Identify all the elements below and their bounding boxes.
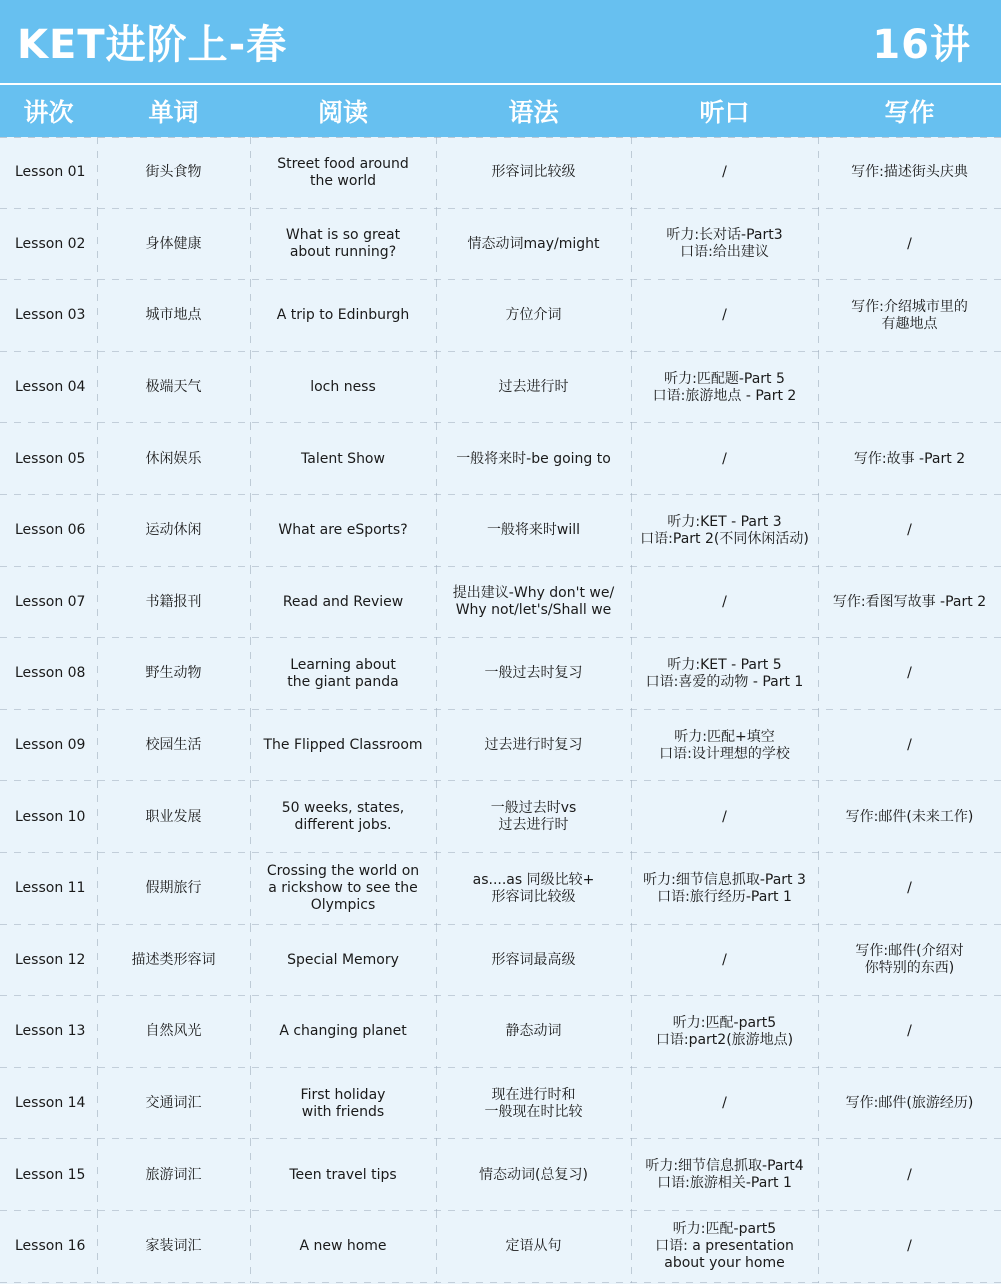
table-row xyxy=(0,567,1001,639)
listening-speaking-cell: 听力:匹配题-Part 5 口语:旅游地点 - Part 2 xyxy=(631,352,818,424)
reading-cell: A trip to Edinburgh xyxy=(250,280,436,352)
writing-cell: 写作:邮件(介绍对 你特别的东西) xyxy=(818,925,1001,997)
writing-cell: 写作:描述街头庆典 xyxy=(818,137,1001,209)
grammar-cell: 过去进行时复习 xyxy=(436,710,631,782)
reading-cell: Crossing the world on a rickshow to see the Olympics xyxy=(250,853,436,925)
writing-cell: 写作:故事 -Part 2 xyxy=(818,423,1001,495)
table-row xyxy=(0,996,1001,1068)
writing-cell: 写作:邮件(旅游经历) xyxy=(818,1068,1001,1140)
grammar-cell: 一般过去时vs 过去进行时 xyxy=(436,781,631,853)
lesson-cell: Lesson 05 xyxy=(15,450,86,467)
writing-cell xyxy=(818,352,1001,424)
writing-cell: 写作:看图写故事 -Part 2 xyxy=(818,567,1001,639)
vocabulary-cell: 书籍报刊 xyxy=(97,567,250,639)
listening-speaking-cell: 听力:KET - Part 3 口语:Part 2(不同休闲活动) xyxy=(631,495,818,567)
lesson-cell: Lesson 02 xyxy=(15,235,86,252)
grammar-cell: 提出建议-Why don't we/ Why not/let's/Shall we xyxy=(436,567,631,639)
column-header-lesson: 讲次 xyxy=(23,98,74,127)
lesson-cell: Lesson 11 xyxy=(15,880,86,897)
vocabulary-cell: 旅游词汇 xyxy=(97,1139,250,1211)
table-row xyxy=(0,710,1001,782)
vocabulary-cell: 运动休闲 xyxy=(97,495,250,567)
vocabulary-cell: 极端天气 xyxy=(97,352,250,424)
writing-cell: / xyxy=(818,1211,1001,1283)
grammar-cell: 一般过去时复习 xyxy=(436,638,631,710)
table-row xyxy=(0,925,1001,997)
reading-cell: What is so great about running? xyxy=(250,209,436,281)
lesson-cell: Lesson 04 xyxy=(15,379,86,396)
listening-speaking-cell: 听力:细节信息抓取-Part 3 口语:旅行经历-Part 1 xyxy=(631,853,818,925)
reading-cell: Special Memory xyxy=(250,925,436,997)
listening-speaking-cell: / xyxy=(631,423,818,495)
lesson-cell: Lesson 14 xyxy=(15,1095,86,1112)
vocabulary-cell: 身体健康 xyxy=(97,209,250,281)
listening-speaking-cell: 听力:细节信息抓取-Part4 口语:旅游相关-Part 1 xyxy=(631,1139,818,1211)
writing-cell: 写作:介绍城市里的 有趣地点 xyxy=(818,280,1001,352)
title-bar xyxy=(0,0,1001,85)
lesson-count: 16讲 xyxy=(872,22,971,68)
grammar-cell: 情态动词(总复习) xyxy=(436,1139,631,1211)
lesson-cell: Lesson 10 xyxy=(15,808,86,825)
grammar-cell: as....as 同级比较+ 形容词比较级 xyxy=(436,853,631,925)
reading-cell: Learning about the giant panda xyxy=(250,638,436,710)
reading-cell: A new home xyxy=(250,1211,436,1283)
listening-speaking-cell: 听力:匹配-part5 口语:part2(旅游地点) xyxy=(631,996,818,1068)
table-row xyxy=(0,781,1001,853)
reading-cell: Read and Review xyxy=(250,567,436,639)
listening-speaking-cell: / xyxy=(631,280,818,352)
reading-cell: Talent Show xyxy=(250,423,436,495)
column-header-writing: 写作 xyxy=(884,98,935,127)
reading-cell: Teen travel tips xyxy=(250,1139,436,1211)
table-row xyxy=(0,209,1001,281)
listening-speaking-cell: / xyxy=(631,1068,818,1140)
table-header xyxy=(0,85,1001,137)
listening-speaking-cell: 听力:匹配+填空 口语:设计理想的学校 xyxy=(631,710,818,782)
lesson-cell: Lesson 06 xyxy=(15,522,86,539)
table-row xyxy=(0,638,1001,710)
listening-speaking-cell: / xyxy=(631,781,818,853)
reading-cell: A changing planet xyxy=(250,996,436,1068)
grammar-cell: 定语从句 xyxy=(436,1211,631,1283)
column-header-reading: 阅读 xyxy=(317,98,368,127)
table-row xyxy=(0,137,1001,209)
table-row xyxy=(0,853,1001,925)
lesson-cell: Lesson 09 xyxy=(15,737,86,754)
table-row xyxy=(0,495,1001,567)
listening-speaking-cell: / xyxy=(631,925,818,997)
curriculum-table xyxy=(0,137,1001,1283)
grammar-cell: 情态动词may/might xyxy=(436,209,631,281)
vocabulary-cell: 自然风光 xyxy=(97,996,250,1068)
vocabulary-cell: 校园生活 xyxy=(97,710,250,782)
writing-cell: / xyxy=(818,209,1001,281)
vocabulary-cell: 野生动物 xyxy=(97,638,250,710)
table-row xyxy=(0,1211,1001,1283)
writing-cell: / xyxy=(818,1139,1001,1211)
grammar-cell: 静态动词 xyxy=(436,996,631,1068)
writing-cell: / xyxy=(818,853,1001,925)
column-header-listening-speaking: 听口 xyxy=(699,98,750,127)
table-row xyxy=(0,423,1001,495)
grammar-cell: 一般将来时will xyxy=(436,495,631,567)
reading-cell: The Flipped Classroom xyxy=(250,710,436,782)
vocabulary-cell: 交通词汇 xyxy=(97,1068,250,1140)
lesson-cell: Lesson 15 xyxy=(15,1166,86,1183)
writing-cell: 写作:邮件(未来工作) xyxy=(818,781,1001,853)
lesson-cell: Lesson 13 xyxy=(15,1023,86,1040)
reading-cell: Street food around the world xyxy=(250,137,436,209)
lesson-cell: Lesson 01 xyxy=(15,164,86,181)
column-header-vocabulary: 单词 xyxy=(148,98,199,127)
listening-speaking-cell: 听力:长对话-Part3 口语:给出建议 xyxy=(631,209,818,281)
reading-cell: What are eSports? xyxy=(250,495,436,567)
vocabulary-cell: 城市地点 xyxy=(97,280,250,352)
writing-cell: / xyxy=(818,996,1001,1068)
column-header-grammar: 语法 xyxy=(508,98,559,127)
vocabulary-cell: 街头食物 xyxy=(97,137,250,209)
vocabulary-cell: 休闲娱乐 xyxy=(97,423,250,495)
grammar-cell: 现在进行时和 一般现在时比较 xyxy=(436,1068,631,1140)
table-row xyxy=(0,280,1001,352)
table-row xyxy=(0,352,1001,424)
reading-cell: 50 weeks, states, different jobs. xyxy=(250,781,436,853)
vocabulary-cell: 描述类形容词 xyxy=(97,925,250,997)
listening-speaking-cell: / xyxy=(631,137,818,209)
reading-cell: loch ness xyxy=(250,352,436,424)
writing-cell: / xyxy=(818,495,1001,567)
grammar-cell: 方位介词 xyxy=(436,280,631,352)
table-row xyxy=(0,1068,1001,1140)
listening-speaking-cell: 听力:匹配-part5 口语: a presentation about your home xyxy=(631,1211,818,1283)
writing-cell: / xyxy=(818,710,1001,782)
grammar-cell: 形容词最高级 xyxy=(436,925,631,997)
listening-speaking-cell: 听力:KET - Part 5 口语:喜爱的动物 - Part 1 xyxy=(631,638,818,710)
table-row xyxy=(0,1139,1001,1211)
lesson-cell: Lesson 16 xyxy=(15,1238,86,1255)
grammar-cell: 过去进行时 xyxy=(436,352,631,424)
lesson-cell: Lesson 08 xyxy=(15,665,86,682)
vocabulary-cell: 家装词汇 xyxy=(97,1211,250,1283)
vocabulary-cell: 假期旅行 xyxy=(97,853,250,925)
page-title: KET进阶上-春 xyxy=(17,22,288,68)
writing-cell: / xyxy=(818,638,1001,710)
lesson-cell: Lesson 07 xyxy=(15,593,86,610)
listening-speaking-cell: / xyxy=(631,567,818,639)
grammar-cell: 一般将来时-be going to xyxy=(436,423,631,495)
vocabulary-cell: 职业发展 xyxy=(97,781,250,853)
grammar-cell: 形容词比较级 xyxy=(436,137,631,209)
lesson-cell: Lesson 03 xyxy=(15,307,86,324)
lesson-cell: Lesson 12 xyxy=(15,951,86,968)
reading-cell: First holiday with friends xyxy=(250,1068,436,1140)
